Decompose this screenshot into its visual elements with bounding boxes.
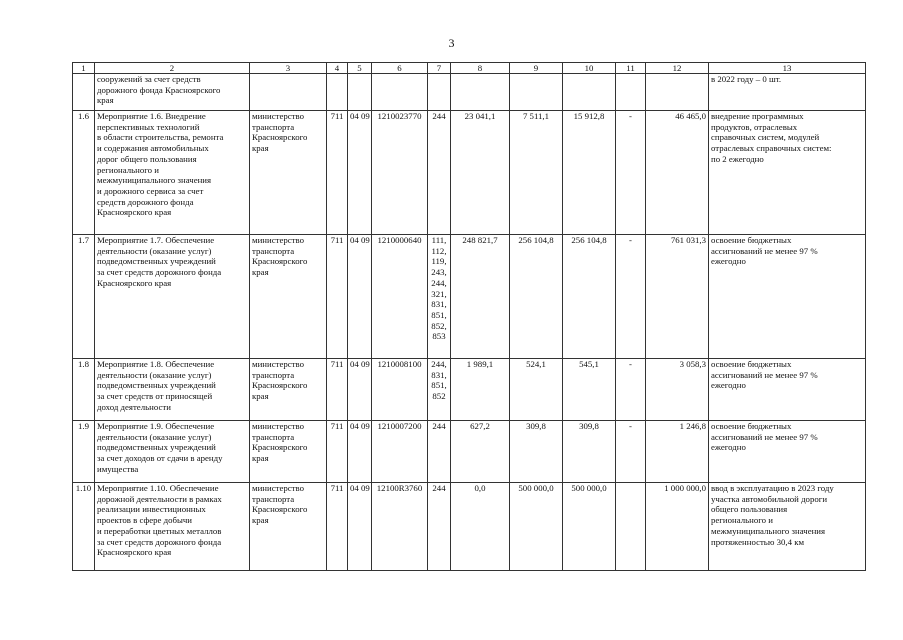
table-row [73, 235, 866, 359]
expected-result: внедрение программных продуктов, отраслевых справочных систем, модулей отраслевых справочных систем: по 2 ежегодно [709, 111, 866, 235]
table-row [73, 483, 866, 571]
executor: министерство транспорта Красноярского края [250, 235, 327, 359]
header-cell: 12 [646, 63, 709, 74]
amount-total: 3 058,3 [646, 359, 709, 421]
vr-code: 244 [428, 421, 451, 483]
grbs-code [327, 74, 348, 111]
page-number: 3 [448, 36, 455, 50]
amount-2024: 500 000,0 [563, 483, 616, 571]
csr-code [372, 74, 428, 111]
table-row [73, 421, 866, 483]
measure-name: Мероприятие 1.6. Внедрение перспективных технологий в области строительства, ремонта и содержания автомобильных дорог общего пользования регионального и межмуниципального значения и дорожного сервиса за счет средств дорожного фонда Красноярского края [95, 111, 250, 235]
row-number: 1.10 [73, 483, 95, 571]
amount-2022: 1 989,1 [451, 359, 510, 421]
amount-2024: 256 104,8 [563, 235, 616, 359]
vr-code: 244 [428, 483, 451, 571]
rzpr-code: 04 09 [348, 483, 372, 571]
vr-code [428, 74, 451, 111]
rzpr-code: 04 09 [348, 421, 372, 483]
vr-code: 111, 112, 119, 243, 244, 321, 831, 851, 852, 853 [428, 235, 451, 359]
executor: министерство транспорта Красноярского края [250, 421, 327, 483]
measure-name: Мероприятие 1.10. Обеспечение дорожной деятельности в рамках реализации инвестиционных проектов в сфере добычи и переработки цветных металлов за счет средств дорожного фонда Красноярского края [95, 483, 250, 571]
expected-result: освоение бюджетных ассигнований не менее 97 % ежегодно [709, 359, 866, 421]
amount-2022: 248 821,7 [451, 235, 510, 359]
measure-name: Мероприятие 1.8. Обеспечение деятельности (оказание услуг) подведомственных учреждений за счет средств от приносящей доход деятельности [95, 359, 250, 421]
column-11-value: - [616, 111, 646, 235]
header-cell: 2 [95, 63, 250, 74]
amount-2024: 545,1 [563, 359, 616, 421]
executor [250, 74, 327, 111]
header-cell: 9 [510, 63, 563, 74]
amount-2024: 15 912,8 [563, 111, 616, 235]
row-number: 1.7 [73, 235, 95, 359]
grbs-code: 711 [327, 421, 348, 483]
column-11-value: - [616, 235, 646, 359]
executor: министерство транспорта Красноярского края [250, 359, 327, 421]
budget-table [72, 62, 866, 571]
measure-name: Мероприятие 1.9. Обеспечение деятельности (оказание услуг) подведомственных учреждений за счет доходов от сдачи в аренду имущества [95, 421, 250, 483]
header-cell: 4 [327, 63, 348, 74]
amount-2023: 7 511,1 [510, 111, 563, 235]
table-row [73, 111, 866, 235]
column-11-value: - [616, 359, 646, 421]
amount-2023: 256 104,8 [510, 235, 563, 359]
table-row [73, 74, 866, 111]
executor: министерство транспорта Красноярского края [250, 483, 327, 571]
amount-2022: 23 041,1 [451, 111, 510, 235]
csr-code: 12100R3760 [372, 483, 428, 571]
expected-result: в 2022 году – 0 шт. [709, 74, 866, 111]
rzpr-code: 04 09 [348, 111, 372, 235]
amount-2022: 627,2 [451, 421, 510, 483]
amount-2024 [563, 74, 616, 111]
header-cell: 7 [428, 63, 451, 74]
amount-2023: 524,1 [510, 359, 563, 421]
column-11-value: - [616, 421, 646, 483]
column-11-value [616, 483, 646, 571]
executor: министерство транспорта Красноярского края [250, 111, 327, 235]
csr-code: 1210008100 [372, 359, 428, 421]
csr-code: 1210007200 [372, 421, 428, 483]
vr-code: 244, 831, 851, 852 [428, 359, 451, 421]
row-number: 1.6 [73, 111, 95, 235]
amount-total: 46 465,0 [646, 111, 709, 235]
grbs-code: 711 [327, 235, 348, 359]
rzpr-code [348, 74, 372, 111]
table-row [73, 359, 866, 421]
csr-code: 1210023770 [372, 111, 428, 235]
grbs-code: 711 [327, 359, 348, 421]
header-cell: 6 [372, 63, 428, 74]
header-cell: 5 [348, 63, 372, 74]
column-11-value [616, 74, 646, 111]
expected-result: освоение бюджетных ассигнований не менее 97 % ежегодно [709, 235, 866, 359]
amount-total: 1 000 000,0 [646, 483, 709, 571]
amount-total: 761 031,3 [646, 235, 709, 359]
amount-2022: 0,0 [451, 483, 510, 571]
amount-2024: 309,8 [563, 421, 616, 483]
amount-2022 [451, 74, 510, 111]
rzpr-code: 04 09 [348, 235, 372, 359]
amount-total [646, 74, 709, 111]
amount-total: 1 246,8 [646, 421, 709, 483]
header-cell: 1 [73, 63, 95, 74]
amount-2023: 500 000,0 [510, 483, 563, 571]
header-cell: 11 [616, 63, 646, 74]
row-number [73, 74, 95, 111]
header-cell: 10 [563, 63, 616, 74]
measure-name: Мероприятие 1.7. Обеспечение деятельности (оказание услуг) подведомственных учреждений за счет средств дорожного фонда Красноярского края [95, 235, 250, 359]
header-cell: 3 [250, 63, 327, 74]
grbs-code: 711 [327, 111, 348, 235]
row-number: 1.9 [73, 421, 95, 483]
expected-result: освоение бюджетных ассигнований не менее 97 % ежегодно [709, 421, 866, 483]
header-cell: 8 [451, 63, 510, 74]
expected-result: ввод в эксплуатацию в 2023 году участка автомобильной дороги общего пользования регионального и межмуниципального значения протяженностью 30,4 км [709, 483, 866, 571]
amount-2023 [510, 74, 563, 111]
rzpr-code: 04 09 [348, 359, 372, 421]
measure-name: сооружений за счет средств дорожного фонда Красноярского края [95, 74, 250, 111]
header-row [73, 63, 866, 74]
csr-code: 1210000640 [372, 235, 428, 359]
grbs-code: 711 [327, 483, 348, 571]
vr-code: 244 [428, 111, 451, 235]
header-cell: 13 [709, 63, 866, 74]
row-number: 1.8 [73, 359, 95, 421]
amount-2023: 309,8 [510, 421, 563, 483]
